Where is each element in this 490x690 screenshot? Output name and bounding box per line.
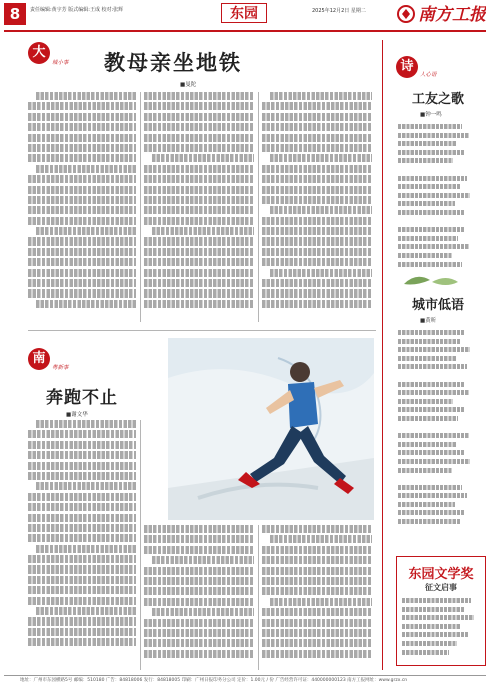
ad-subtitle: 征文启事: [425, 583, 457, 592]
section-divider: [28, 330, 376, 331]
article-body-column-1: [28, 420, 136, 670]
article-title: 奔跑不止: [46, 388, 118, 408]
poem-byline: ■钟一鸣: [420, 112, 442, 118]
column-divider: [140, 420, 141, 670]
logo-text: 南方工报: [418, 5, 486, 25]
article-body-column-2: [144, 92, 254, 322]
article-byline: ■曼陀: [180, 82, 197, 88]
article-byline: ■谢文华: [66, 412, 88, 418]
masthead-divider: [4, 30, 486, 32]
leaf-icon: [396, 270, 482, 290]
column-name: 城小事: [52, 60, 69, 66]
column-name: 人心语: [420, 72, 437, 78]
poem-body: [398, 124, 482, 284]
section-name: 东园: [221, 3, 267, 23]
column-divider: [258, 525, 259, 670]
poem-body: [398, 330, 482, 548]
article-body-column-2: [144, 525, 254, 670]
column-badge: 南: [28, 348, 50, 370]
article-body-column-1: [28, 92, 136, 322]
leaf-ornament: [396, 270, 482, 290]
column-divider: [140, 92, 141, 322]
ad-title: 东园文学奖: [408, 567, 474, 582]
newspaper-logo: [396, 2, 486, 26]
column-divider: [258, 92, 259, 322]
article-body-column-3: [262, 525, 372, 670]
footer-divider: [4, 675, 486, 676]
runner-illustration: [168, 338, 374, 520]
editor-credits: 责任编辑:黄宇芳 版式编辑:王成 校对:张辉: [30, 7, 124, 13]
article-title: 教母亲坐地铁: [104, 51, 242, 75]
masthead: [0, 0, 490, 32]
publication-date: 2025年12月2日 星期二: [312, 8, 366, 14]
poem-title: 城市低语: [412, 298, 465, 313]
logo-emblem-icon: [396, 2, 486, 26]
column-badge: 诗: [396, 56, 418, 78]
poem-byline: ■黄昕: [420, 318, 437, 324]
column-badge: 大: [28, 42, 50, 64]
page-number: 8: [4, 3, 26, 25]
ad-body: [402, 598, 480, 660]
article-body-column-3: [262, 92, 372, 322]
poem-title: 工友之歌: [412, 92, 465, 107]
page-footer: 地址：广州市东园横路5号 邮编：510180 广告：84818006 发行：84818005 印刷：广州日报印务分公司 定价：1.00元 / 份 广告经营许可证：440000000123 南方工报网址：www.grzx.cn: [20, 678, 408, 683]
column-name: 粤新事: [52, 365, 69, 371]
right-column-divider: [382, 40, 383, 670]
